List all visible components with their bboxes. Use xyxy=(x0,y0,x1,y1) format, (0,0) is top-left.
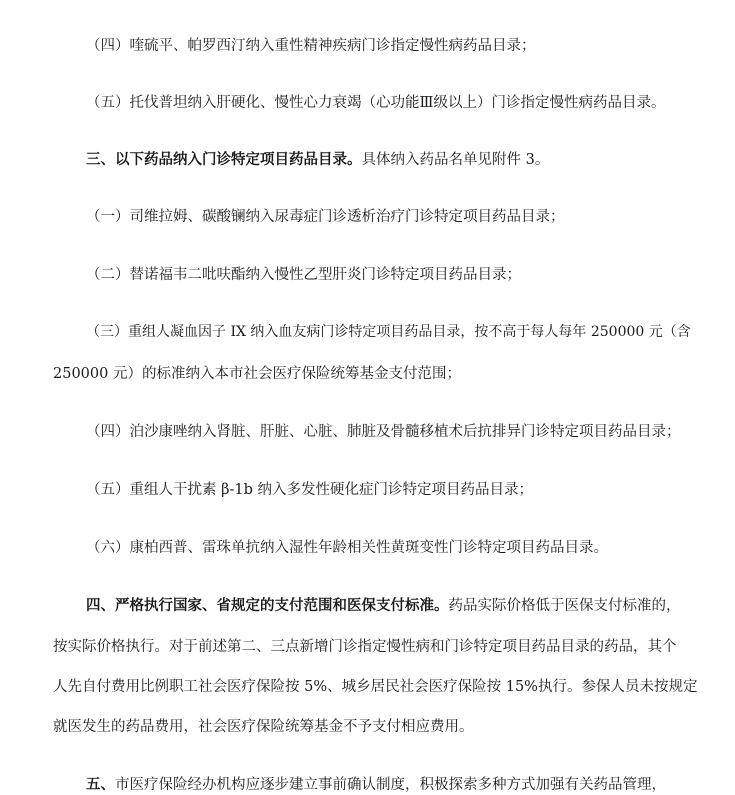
section-5-line-1-tail: 市医疗保险经办机构应逐步建立事前确认制度，积极探索多种方式加强有关药品管理， xyxy=(115,777,666,793)
paragraph-item-4: （四）喹硫平、帕罗西汀纳入重性精神疾病门诊指定慢性病药品目录； xyxy=(86,38,536,54)
section-5-heading: 五、 xyxy=(86,776,115,793)
section-3-item-4: （四）泊沙康唑纳入肾脏、肝脏、心脏、肺脏及骨髓移植术后抗排异门诊特定项目药品目录； xyxy=(86,424,681,440)
section-3-heading: 三、以下药品纳入门诊特定项目药品目录。 xyxy=(86,151,362,168)
section-4-line-2: 按实际价格执行。对于前述第二、三点新增门诊指定慢性病和门诊特定项目药品目录的药品，其个 xyxy=(53,639,677,655)
section-3-item-1: （一）司维拉姆、碳酸镧纳入尿毒症门诊透析治疗门诊特定项目药品目录； xyxy=(86,209,565,225)
section-3-item-5: （五）重组人干扰素 β-1b 纳入多发性硬化症门诊特定项目药品目录； xyxy=(86,482,534,498)
section-3-text: 具体纳入药品名单见附件 3。 xyxy=(361,152,550,168)
section-4-line-1-tail: 药品实际价格低于医保支付标准的， xyxy=(448,598,681,614)
section-3-paragraph xyxy=(86,150,549,170)
section-3-item-2: （二）替诺福韦二吡呋酯纳入慢性乙型肝炎门诊特定项目药品目录； xyxy=(86,267,521,283)
section-4-line-3: 人先自付费用比例职工社会医疗保险按 5%、城乡居民社会医疗保险按 15%执行。参保人员未按规定 xyxy=(53,679,698,695)
section-4-heading: 四、严格执行国家、省规定的支付范围和医保支付标准。 xyxy=(86,597,449,614)
section-3-item-3-line-1: （三）重组人凝血因子 IX 纳入血友病门诊特定项目药品目录，按不高于每人每年 250000 元（含 xyxy=(86,324,691,340)
paragraph-item-5: （五）托伐普坦纳入肝硬化、慢性心力衰竭（心功能Ⅲ级以上）门诊指定慢性病药品目录。 xyxy=(86,95,666,111)
section-4-line-4: 就医发生的药品费用，社会医疗保险统筹基金不予支付相应费用。 xyxy=(53,719,474,735)
section-4-line-1 xyxy=(86,596,681,616)
section-3-item-6: （六）康柏西普、雷珠单抗纳入湿性年龄相关性黄斑变性门诊特定项目药品目录。 xyxy=(86,540,608,556)
section-3-item-3-line-2: 250000 元）的标准纳入本市社会医疗保险统筹基金支付范围； xyxy=(53,366,461,382)
section-5-line-1 xyxy=(86,775,666,795)
